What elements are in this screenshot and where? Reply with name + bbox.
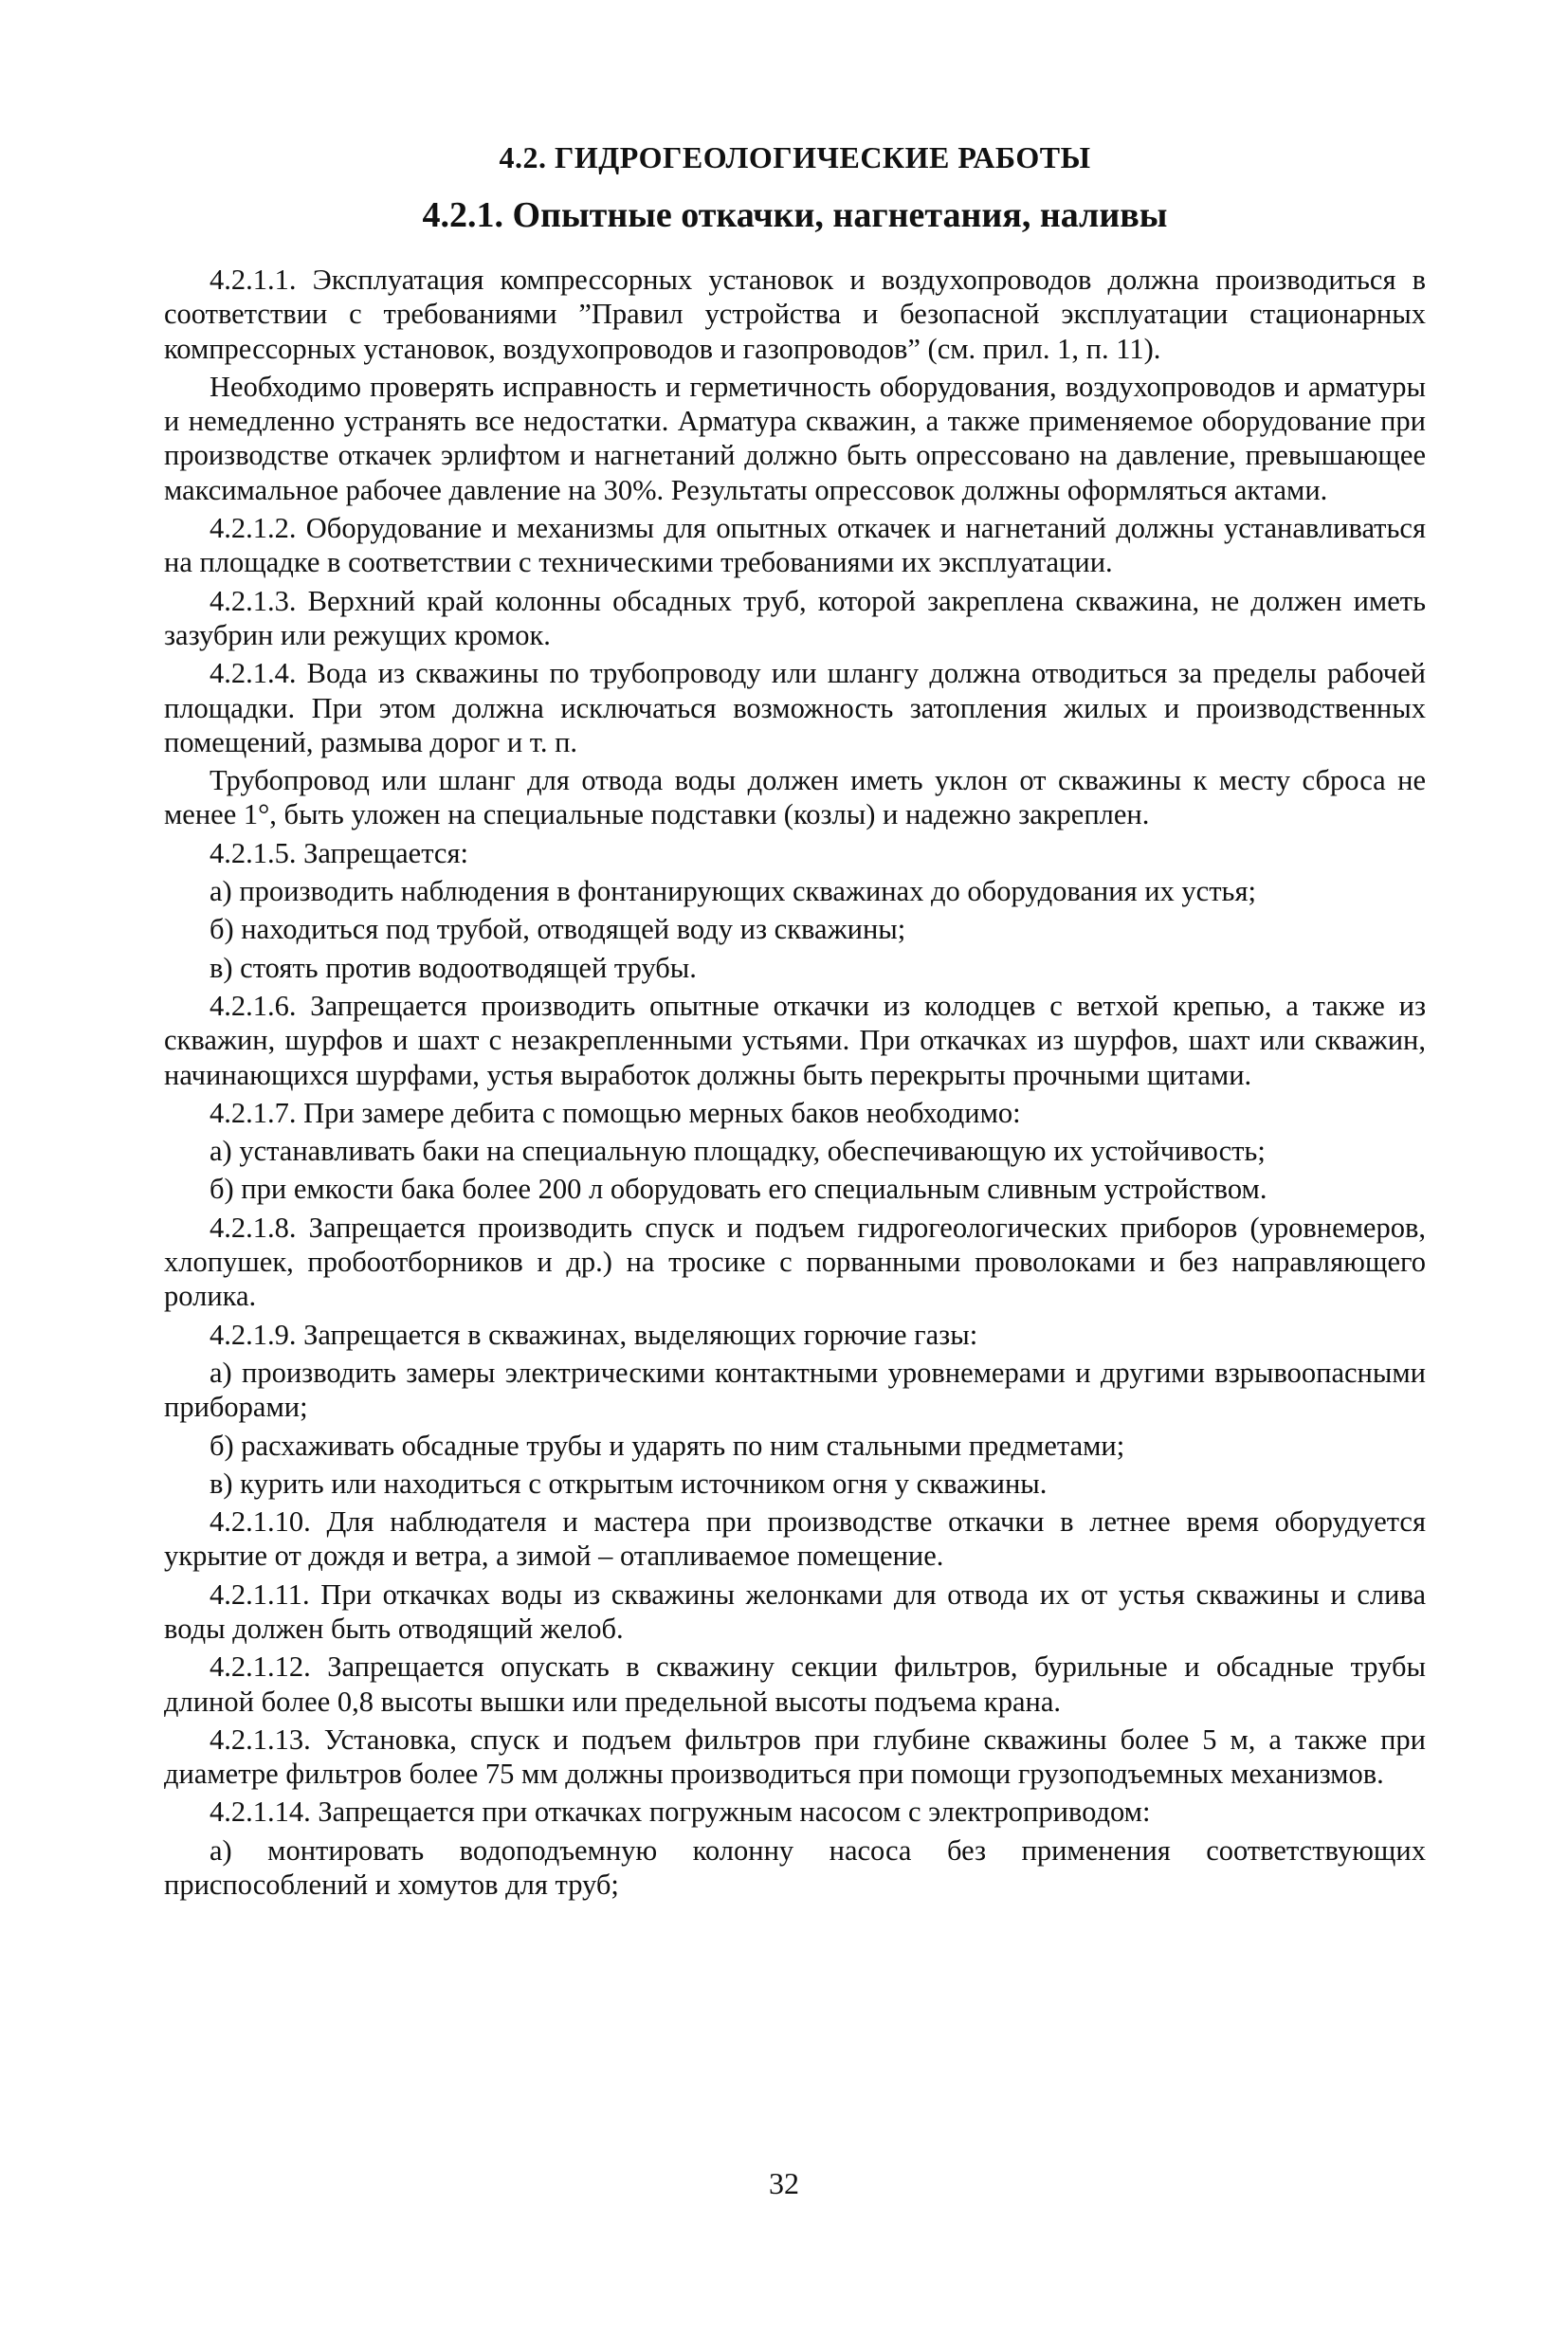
list-item: а) монтировать водоподъемную колонну насоса без применения соответствующих приспособлений и хомутов для труб; — [164, 1833, 1426, 1902]
paragraph: 4.2.1.11. При откачках воды из скважины желонками для отвода их от устья скважины и слива воды должен быть отводящий желоб. — [164, 1577, 1426, 1645]
paragraph: 4.2.1.4. Вода из скважины по трубопроводу или шлангу должна отводиться за пределы рабочей площадки. При этом должна исключаться возможность затопления жилых и производственных помещений, размыва дорог и т. п. — [164, 657, 1426, 758]
list-item: б) находиться под трубой, отводящей воду из скважины; — [210, 913, 906, 946]
paragraph: 4.2.1.7. При замере дебита с помощью мерных баков необходимо: — [210, 1096, 1021, 1129]
paragraph: 4.2.1.8. Запрещается производить спуск и подъем гидрогеологических приборов (уровнемеров, хлопушек, пробоотборников и др.) на тросике с порванными проволоками и без направляющего ролика. — [164, 1211, 1426, 1313]
list-item: б) расхаживать обсадные трубы и ударять по ним стальными предметами; — [210, 1429, 1125, 1462]
list-item: в) стоять против водоотводящей трубы. — [210, 951, 697, 984]
paragraph: Трубопровод или шланг для отвода воды должен иметь уклон от скважины к месту сброса не менее 1°, быть уложен на специальные подставки (козлы) и надежно закреплен. — [164, 764, 1426, 831]
paragraph: 4.2.1.9. Запрещается в скважинах, выделяющих горючие газы: — [210, 1318, 978, 1351]
paragraph: 4.2.1.13. Установка, спуск и подъем фильтров при глубине скважины более 5 м, а также при диаметре фильтров более 75 мм должны производиться при помощи грузоподъемных механизмов. — [164, 1723, 1426, 1791]
list-item: б) при емкости бака более 200 л оборудовать его специальным сливным устройством. — [210, 1173, 1267, 1206]
paragraph: 4.2.1.6. Запрещается производить опытные откачки из колодцев с ветхой крепью, а также из скважин, шурфов и шахт с незакрепленными устьями. При откачках из шурфов, шахт или скважин, начинающихся шурфами, устья выработок должны быть перекрыты прочными щитами. — [164, 989, 1426, 1091]
list-item: а) производить замеры электрическими контактными уровнемерами и другими взрывоопасными приборами; — [164, 1356, 1426, 1424]
paragraph: 4.2.1.5. Запрещается: — [210, 836, 468, 869]
list-item: а) устанавливать баки на специальную площадку, обеспечивающую их устойчивость; — [210, 1135, 1266, 1168]
paragraph: 4.2.1.14. Запрещается при откачках погружным насосом с электроприводом: — [210, 1796, 1151, 1829]
list-item: а) производить наблюдения в фонтанирующих скважинах до оборудования их устья; — [210, 875, 1256, 908]
subsection-title: 4.2.1. Опытные откачки, нагнетания, наливы — [422, 195, 1168, 235]
paragraph: Необходимо проверять исправность и герметичность оборудования, воздухопроводов и арматуры и немедленно устранять все недостатки. Арматура скважин, а также применяемое оборудование при производстве откачек эрлифтом и нагнетаний должно быть опрессовано на давление, превышающее максимальное рабочее давление на 30%. Результаты опрессовок должны оформляться актами. — [164, 370, 1426, 506]
paragraph: 4.2.1.3. Верхний край колонны обсадных труб, которой закреплена скважина, не должен иметь зазубрин или режущих кромок. — [164, 584, 1426, 651]
paragraph: 4.2.1.2. Оборудование и механизмы для опытных откачек и нагнетаний должны устанавливаться на площадке в соответствии с техническими требованиями их эксплуатации. — [164, 512, 1426, 579]
paragraph: 4.2.1.12. Запрещается опускать в скважину секции фильтров, бурильные и обсадные трубы длиной более 0,8 высоты вышки или предельной высоты подъема крана. — [164, 1650, 1426, 1718]
paragraph: 4.2.1.10. Для наблюдателя и мастера при производстве откачки в летнее время оборудуется укрытие от дождя и ветра, а зимой – отапливаемое помещение. — [164, 1505, 1426, 1573]
paragraph: 4.2.1.1. Эксплуатация компрессорных установок и воздухопроводов должна производиться в соответствии с требованиями ”Правил устройства и безопасной эксплуатации стационарных компрессорных установок, воздухопроводов и газопроводов” (см. прил. 1, п. 11). — [164, 264, 1426, 365]
list-item: в) курить или находиться с открытым источником огня у скважины. — [210, 1467, 1048, 1500]
page-number: 32 — [769, 2166, 799, 2200]
section-title: 4.2. ГИДРОГЕОЛОГИЧЕСКИЕ РАБОТЫ — [499, 140, 1091, 174]
